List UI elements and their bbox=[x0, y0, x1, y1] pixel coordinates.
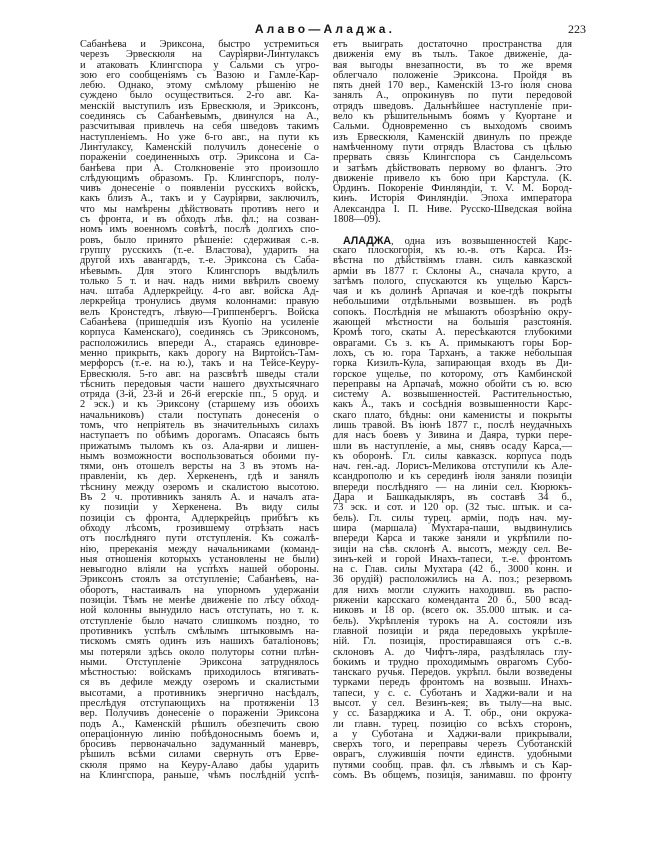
text-line: менскій выступилъ изъ Ервескюля, и Эриксонъ, bbox=[80, 100, 319, 112]
text-line: лохъ, съ ю. гора Тарханъ, а также небольшая bbox=[333, 347, 572, 359]
text-line: для нихъ могли служить находивш. въ распо- bbox=[333, 584, 572, 596]
text-line: систему А. возвышенностей. Растительностью, bbox=[333, 389, 572, 401]
text-line: вело къ рѣшительнымъ боямъ у Куортане и bbox=[333, 111, 572, 123]
text-line: ксандрополю и къ серединѣ іюля заняли позиціи bbox=[333, 471, 572, 483]
text-line: у сс. Базарджика и А. Т. обр., они окружа- bbox=[333, 708, 572, 720]
text-line: бокимъ и трудно проходимымъ оврагомъ Субо- bbox=[333, 656, 572, 668]
running-head: Алаво—Аладжа. bbox=[254, 22, 396, 36]
text-line: скаго плоскогорія, къ ю.-в. отъ Карса. Из- bbox=[333, 244, 572, 256]
text-line: высот. у сел. Везинъ-кея; въ тылу—на выс. bbox=[333, 698, 572, 709]
text-line: соединясь съ Сабанѣевымъ, двинулся на А., bbox=[80, 111, 319, 123]
text-paragraph bbox=[80, 40, 319, 781]
text-line: тѣснину между озеромъ и скалистою высотою. bbox=[80, 481, 319, 493]
text-line: нѣевымъ. Для этого Клингспоръ выдѣлилъ bbox=[80, 265, 319, 277]
text-line: 36 орудій) расположились на А. поз.; резервомъ bbox=[333, 574, 572, 586]
text-line: тапеси, у с. с. Суботанъ и Хаджи-вали и на bbox=[333, 687, 572, 699]
text-line: расположились впереди А., стараясь единовре- bbox=[80, 337, 319, 349]
text-line: движеніе привело къ бою при Карстула. (К. bbox=[333, 172, 572, 184]
text-line: зиціи на сѣв. склонѣ А. высотъ, между сел. Ве- bbox=[333, 543, 572, 555]
text-line: оборотъ, настаивалъ на упорномъ удержаніи bbox=[80, 584, 319, 596]
text-line: горское ущелье, по которому, отъ Камбинской bbox=[333, 368, 572, 380]
text-line: изъ Ервескюля, Каменскій двинулъ по прежде bbox=[333, 131, 572, 143]
text-line-rest: , одна изъ возвышенностей Карс- bbox=[391, 235, 572, 247]
text-line: банѣева при А. Столкновеніе это произошло bbox=[80, 162, 319, 174]
text-line: лебю. Однако, этому смѣлому рѣшенію не bbox=[80, 80, 319, 92]
text-line: шира (маршала) Мухтара-паши, выдвинулись bbox=[333, 522, 572, 534]
text-line: ній. Гл. позиція, простиравшаяся отъ с.-в. bbox=[333, 636, 572, 648]
text-line: нію, пререканія между начальниками (команд- bbox=[80, 543, 319, 555]
text-line: ряженіи карсскаго коменданта 20 б., 500 всад- bbox=[333, 595, 572, 607]
text-line: 1808—09). bbox=[333, 214, 381, 226]
text-paragraph bbox=[333, 40, 572, 225]
text-line: чая и къ долинѣ Арпачая и кое-гдѣ покрыты bbox=[333, 286, 572, 298]
text-line: корпуса Каменскаго), соединясь съ Эриксономъ, bbox=[80, 327, 319, 339]
text-line: чивъ донесеніе о появленіи русскихъ войскъ, bbox=[80, 183, 319, 195]
text-line: прижатымъ тыломъ къ оз. Ала-ярви и лишен- bbox=[80, 440, 319, 452]
text-line: Дара и Башкадыкляръ, въ составѣ 34 б., bbox=[333, 492, 572, 504]
text-line: номъ имъ военномъ совѣтѣ, послѣ долгихъ спо- bbox=[80, 224, 319, 236]
text-line: склоновъ А. до Чифтъ-ляра, раздѣлялась глу- bbox=[333, 646, 572, 658]
text-line: высотами, а противникъ энергично насѣдалъ, bbox=[80, 687, 319, 699]
text-line: подъ А., Каменскій рѣшилъ обезпечить свою bbox=[80, 718, 319, 730]
text-line: турками передъ фронтомъ на возвыш. Инахъ- bbox=[333, 677, 572, 689]
text-line: противникъ успѣлъ смѣлымъ штыковымъ на- bbox=[80, 625, 319, 637]
text-line: переправы на Арпачаѣ, можно обойти съ ю. всю bbox=[333, 378, 572, 390]
text-line: мы потеряли здѣсь около полуторы сотни плѣн- bbox=[80, 646, 319, 658]
text-line: слѣдующимъ образомъ. Гр. Клингспоръ, полу- bbox=[80, 172, 319, 184]
text-line: Въ 2 ч. противникъ занялъ А. и началъ ата- bbox=[80, 492, 319, 504]
text-line: что мы намѣрены дѣйствовать противъ него и bbox=[80, 203, 319, 215]
text-line: Сальми. Одновременно съ выходомъ своимъ bbox=[333, 121, 572, 133]
text-line: путями сообщ. прав. фл. съ лѣвымъ и съ Кар- bbox=[333, 759, 572, 771]
text-line: нач. штаба Адлеркрейцу. 4-го авг. войска Ад- bbox=[80, 286, 319, 298]
text-line: правленіи, къ дер. Херкененъ, гдѣ и занялъ bbox=[80, 471, 319, 483]
text-line: ныя отношенія которыхъ установлены не были) bbox=[80, 553, 319, 565]
text-line: и атаковать Клингспора у Сальми съ угро- bbox=[80, 59, 319, 71]
text-line: бель). Гл. силы турец. арміи, подъ нач. му- bbox=[333, 512, 572, 524]
text-line: Эриксонъ стоялъ за отступленіе; Сабанѣевъ, на- bbox=[80, 574, 319, 586]
text-line: намѣченному пути отрядъ Властова съ цѣлью bbox=[333, 141, 572, 153]
text-line: зинъ-кей и горой Инахъ-тапеси, т.-е. фронтомъ bbox=[333, 553, 572, 565]
text-line: ровъ, было принято рѣшеніе: сдерживая с.-в. bbox=[80, 234, 319, 246]
text-line: отрядъ шведовъ. Дальнѣйшее наступленіе при- bbox=[333, 100, 572, 112]
text-line: группу русскихъ (т.-е. Властова), ударить на bbox=[80, 244, 319, 256]
text-line: велъ Кронстедтъ, лѣвую—Гриппенбергъ. Войска bbox=[80, 306, 319, 318]
text-line: мерфорсъ (т.-е. на ю.), такъ и на Тейсе-Кеуру- bbox=[80, 358, 319, 370]
text-line: преслѣдуя отступающихъ на протяженіи 13 bbox=[80, 698, 319, 709]
text-line: сомъ. Въ общемъ, позиція, занимавш. по фронту bbox=[333, 770, 572, 782]
text-line: къ оборонѣ. Гл. силы кавказск. корпуса подъ bbox=[333, 450, 572, 462]
text-line: на с. Глав. силы Мухтара (42 б., 3000 конн. и bbox=[333, 564, 572, 576]
text-line: горка Кизилъ-Кула, запирающая входъ въ Ди- bbox=[333, 358, 572, 370]
text-line: а у Суботана и Хаджи-вали прикрывали, bbox=[333, 728, 572, 740]
text-line: разсчитывая привлечь на себя шведовъ такимъ bbox=[80, 121, 319, 133]
text-line: томъ, что непріятель въ значительныхъ силахъ bbox=[80, 419, 319, 431]
text-line: кинъ. Исторія Финляндіи. Эпоха императора bbox=[333, 193, 572, 205]
text-line: пять дней 170 вер., Каменскій 13-го іюля снова bbox=[333, 80, 572, 92]
text-line: тѣснить передовыя части нашего двухтысячнаго bbox=[80, 378, 319, 390]
text-line: суждено было осуществиться. 2-го авг. Ка- bbox=[80, 90, 319, 102]
text-line: Сабанѣева (пришедшія изъ Куопіо на усиленіе bbox=[80, 317, 319, 329]
text-line: жающей мѣстности на большія разстоянія. bbox=[333, 317, 572, 329]
text-line: позиціи съ фронта, Адлеркрейцъ прибѣгъ къ bbox=[80, 512, 319, 524]
text-line: бросивъ первоначально задуманный маневръ, bbox=[80, 739, 319, 751]
text-line: отъ послѣдняго пути отступленія. Къ сожалѣ- bbox=[80, 533, 319, 545]
text-line: никовъ и 18 ор. (всего ок. 35.000 штык. и са- bbox=[333, 605, 572, 617]
text-line: прервать связь Клингспора съ Сандельсомъ bbox=[333, 152, 572, 164]
text-line: и затѣмъ дѣйствовать первому во флангъ. Это bbox=[333, 162, 572, 174]
text-line: менно прикрыть, какъ дорогу на Виртойсъ-Там- bbox=[80, 347, 319, 359]
text-line: шли въ наступленіе, а мы, снявъ осаду Карса,— bbox=[333, 440, 572, 452]
text-line: для насъ боевъ у Зивина и Даяра, турки пере- bbox=[333, 430, 572, 442]
text-line: Сабанѣева и Эриксона, быстро устремиться bbox=[80, 39, 319, 50]
text-line: затѣмъ полого, спускаются къ ущелью Карсъ- bbox=[333, 275, 572, 287]
article-headword: АЛАДЖА bbox=[343, 234, 392, 247]
text-line: отряда (3-й, 23-й и 26-й егерскіе пп., 5 оруд. и bbox=[80, 389, 319, 401]
text-line: начальниковъ) стали поступать донесенія о bbox=[80, 409, 319, 421]
text-line: оврагъ, служившія почти единств. удобными bbox=[333, 749, 572, 761]
text-line: позиціи. Тѣмъ не менѣе движеніе по лѣсу обход- bbox=[80, 595, 319, 607]
page-number: 223 bbox=[568, 22, 586, 36]
text-line: Кромѣ того, скаты А. пересѣкаются глубокими bbox=[333, 327, 572, 339]
text-line: движенія ему въ тылъ. Такое движеніе, да- bbox=[333, 49, 572, 61]
text-line: сопокъ. Послѣднія не мѣшаютъ обозрѣнію окру- bbox=[333, 306, 572, 318]
text-line: оврагами. Съ з. къ А. примыкаютъ горы Бор- bbox=[333, 337, 572, 349]
text-line: Линтулаксу, Каменскій получилъ донесеніе о bbox=[80, 141, 319, 153]
text-line: Александра I. П. Нивe. Русско-Шведская война bbox=[333, 203, 572, 215]
text-line: тями, онъ отошелъ версты на 3 въ этомъ на- bbox=[80, 461, 319, 473]
text-line: вѣстна по дѣйствіямъ главн. силъ кавказской bbox=[333, 255, 572, 267]
text-line: какъ близъ А., такъ и у Сауріярви, заключилъ, bbox=[80, 193, 319, 205]
text-line: невыгодно вліяли на успѣхъ нашей обороны. bbox=[80, 564, 319, 576]
text-line: рѣшилъ всѣми силами свернуть отъ Ерве- bbox=[80, 749, 319, 761]
text-line: наступленіемъ. Но уже 6-го авг., на пути къ bbox=[80, 131, 319, 143]
text-line: мѣстностью: войскамъ приходилось втягивать- bbox=[80, 667, 319, 679]
text-line: только 5 т. и нач. надъ ними ввѣрилъ своему bbox=[80, 275, 319, 287]
text-line: скюля прямо на Кеуру-Алаво дабы ударить bbox=[80, 759, 319, 771]
text-line: нач. ген.-ад. Лорисъ-Меликова отступили къ Але- bbox=[333, 461, 572, 473]
text-line: ли главн. турец. позицію со всѣхъ сторонъ, bbox=[333, 718, 572, 730]
text-line: вая выгоды внезапности, въ то же время bbox=[333, 59, 572, 71]
text-line: нымъ возможности воспользоваться обоими пу- bbox=[80, 450, 319, 462]
text-line: леркрейца тронулись двумя колоннами: правую bbox=[80, 296, 319, 308]
text-line: 2 эск.) и къ Эриксону (старшему изъ обоихъ bbox=[80, 399, 319, 411]
text-line: тискомъ смять одинъ изъ нашихъ баталіоновъ; bbox=[80, 636, 319, 648]
article-paragraph bbox=[333, 236, 572, 782]
text-line: наступаетъ по обѣимъ дорогамъ. Опасаясь быть bbox=[80, 430, 319, 442]
left-column bbox=[80, 40, 319, 781]
text-line: танскаго ручья. Передов. укрѣпл. были возведены bbox=[333, 667, 572, 679]
text-line: обходу лѣсомъ, грозившему отрѣзать насъ bbox=[80, 522, 319, 534]
text-line: отступленіе было начато слишкомъ поздно, то bbox=[80, 615, 319, 627]
right-column bbox=[333, 40, 572, 781]
text-line: пораженіи соединенныхъ отр. Эриксона и Са- bbox=[80, 152, 319, 164]
text-line: етъ выиграть достаточно пространства для bbox=[333, 39, 572, 50]
text-line: операціонную линію побѣдоноснымъ боемъ и, bbox=[80, 728, 319, 740]
text-line: главной позиціи и ряда передовыхъ укрѣпле- bbox=[333, 625, 572, 637]
text-line: черезъ Эрвескюля на Сауріярви-Линтулаксъ bbox=[80, 49, 319, 61]
text-line: вер. Получивъ донесеніе о пораженіи Эриксона bbox=[80, 708, 319, 720]
text-line: ными. Отступленіе Эриксона затруднялось bbox=[80, 656, 319, 668]
text-line: лишь травой. Въ іюнѣ 1877 г., послѣ неудачныхъ bbox=[333, 419, 572, 431]
text-line: 73 эск. и сот. и 120 ор. (32 тыс. штык. и са- bbox=[333, 502, 572, 514]
text-line: Ординъ. Покореніе Финляндіи, т. V. М. Бород- bbox=[333, 183, 572, 195]
text-line: ку позиціи у Херкенена. Въ виду силы bbox=[80, 502, 319, 514]
text-line: ся въ дефиле между озеромъ и скалистыми bbox=[80, 677, 319, 689]
text-line: небольшими отдѣльными возвышен. въ родѣ bbox=[333, 296, 572, 308]
text-line: зою его сообщеніямъ съ Вазою и Гамле-Кар- bbox=[80, 69, 319, 81]
text-line: на Клингспора, раньше, чѣмъ послѣдній успѣ- bbox=[80, 770, 319, 782]
text-line: сверхъ того, и переправы черезъ Суботанскій bbox=[333, 739, 572, 751]
text-line: облегчало положеніе Эриксона. Пройдя въ bbox=[333, 69, 572, 81]
text-line: какъ А., такъ и сосѣднія возвышенности Карс- bbox=[333, 399, 572, 411]
text-line: занялъ А., опрокинувъ по пути передовой bbox=[333, 90, 572, 102]
text-line: Ервескюля. 5-го авг. на разсвѣтѣ шведы стали bbox=[80, 368, 319, 380]
text-line: съ фронта, и въ обходъ лѣв. фл.; на созван- bbox=[80, 214, 319, 226]
text-line: впереди Карса и также заняли и укрѣпили по- bbox=[333, 533, 572, 545]
text-line: впереди послѣдняго — на линіи сел. Кюрюкъ- bbox=[333, 481, 572, 493]
text-line: ной колонны вынудило насъ отступать, но т. к. bbox=[80, 605, 319, 617]
text-line: другой ихъ авангардъ, т.-е. Эриксона съ Саба- bbox=[80, 255, 319, 267]
text-line: арміи въ 1877 г. Склоны А., сначала круто, а bbox=[333, 265, 572, 277]
text-line: бель). Укрѣпленія турокъ на А. состояли изъ bbox=[333, 615, 572, 627]
text-line: скаго плато, бѣдны: они каменисты и покрыты bbox=[333, 409, 572, 421]
